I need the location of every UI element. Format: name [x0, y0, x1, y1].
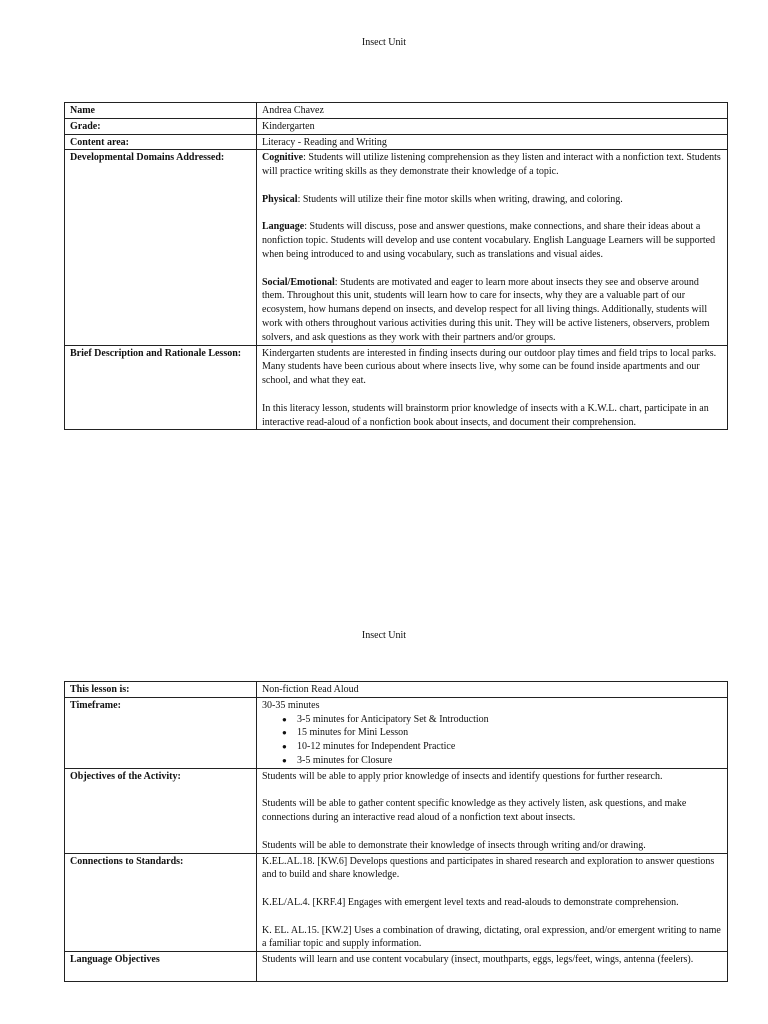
lesson-info-table	[64, 102, 728, 430]
page-header: Insect Unit	[361, 37, 407, 48]
standard-paragraph: K. EL. AL.15. [KW.2] Uses a combination of drawing, dictating, oral expression, and/or emergent writing to name a familiar topic and supply information.	[262, 924, 721, 950]
standard-paragraph: K.EL.AL.18. [KW.6] Develops questions and participates in shared research and exploration to answer questions and to build and share knowledge.	[262, 855, 715, 881]
domain-text: : Students will utilize their fine motor skills when writing, drawing, and coloring.	[297, 193, 623, 205]
list-item: ● 3-5 minutes for Closure	[262, 754, 722, 768]
language-objectives-label: Language Objectives	[65, 952, 257, 982]
domain-term: Cognitive	[262, 152, 304, 164]
domains-label: Developmental Domains Addressed:	[65, 150, 257, 345]
standard-paragraph: K.EL/AL.4. [KRF.4] Engages with emergent level texts and read-alouds to demonstrate comprehension.	[262, 896, 679, 908]
table-row	[65, 118, 728, 134]
objective-paragraph: Students will be able to apply prior knowledge of insects and identify questions for further research.	[262, 770, 663, 782]
name-value: Andrea Chavez	[257, 103, 728, 119]
table-row	[65, 768, 728, 853]
domain-text: : Students are motivated and eager to learn more about insects they see and observe around them. Throughout this unit, students will learn how to care for insects, why they are a valuable part of our ecosystem, how humans depend on insects, and develop respect for all living things. Additionally, students will work with others throughout various activities during this unit. They will be active listeners, observers, problem solvers, and ask questions as they work with their partners and/or groups.	[262, 276, 710, 343]
lesson-type-label: This lesson is:	[65, 682, 257, 698]
standards-label: Connections to Standards:	[65, 853, 257, 952]
content-area-value: Literacy - Reading and Writing	[257, 134, 728, 150]
objective-paragraph: Students will be able to demonstrate their knowledge of insects through writing and/or drawing.	[262, 839, 646, 851]
table-row	[65, 345, 728, 430]
grade-label: Grade:	[65, 118, 257, 134]
page-header: Insect Unit	[361, 630, 407, 641]
description-paragraph: In this literacy lesson, students will brainstorm prior knowledge of insects with a K.W.L. chart, participate in an interactive read-aloud of a nonfiction book about insects, and document their comprehension.	[262, 402, 709, 428]
domain-physical	[262, 193, 722, 207]
list-item: ● 10-12 minutes for Independent Practice	[262, 740, 722, 754]
timeframe-label: Timeframe:	[65, 697, 257, 768]
lesson-type-value: Non-fiction Read Aloud	[257, 682, 728, 698]
timeframe-total: 30-35 minutes	[262, 699, 320, 711]
table-row	[65, 853, 728, 952]
standards-value	[257, 853, 728, 952]
content-area-label: Content area:	[65, 134, 257, 150]
domain-term: Physical	[262, 193, 298, 205]
domains-value	[257, 150, 728, 345]
domain-term: Social/Emotional	[262, 276, 335, 288]
table-row	[65, 103, 728, 119]
domain-text: : Students will discuss, pose and answer questions, make connections, and share their ideas about a nonfiction topic. Students will develop and use content vocabulary. English Language Learners will be supported when being introduced to and using vocabulary, such as translations and visual aides.	[262, 221, 716, 260]
list-item: ● 15 minutes for Mini Lesson	[262, 726, 722, 740]
objectives-value	[257, 768, 728, 853]
domain-cognitive	[262, 151, 722, 179]
table-row	[65, 697, 728, 768]
grade-value: Kindergarten	[257, 118, 728, 134]
description-value	[257, 345, 728, 430]
table-row	[65, 952, 728, 982]
domain-social-emotional	[262, 276, 722, 345]
name-label: Name	[65, 103, 257, 119]
description-label: Brief Description and Rationale Lesson:	[65, 345, 257, 430]
domain-language	[262, 220, 722, 261]
timeframe-value	[257, 697, 728, 768]
lesson-plan-table	[64, 681, 728, 982]
table-row	[65, 150, 728, 345]
list-item: ● 3-5 minutes for Anticipatory Set & Introduction	[262, 713, 722, 727]
domain-term: Language	[262, 221, 305, 233]
language-objectives-value: Students will learn and use content vocabulary (insect, mouthparts, eggs, legs/feet, wings, antenna (feelers).	[257, 952, 728, 982]
objective-paragraph: Students will be able to gather content specific knowledge as they actively listen, ask questions, and make connections during an interactive read aloud of a nonfiction text about insects.	[262, 798, 687, 824]
domain-text: : Students will utilize listening comprehension as they listen and interact with a nonfiction text. Students will practice writing skills as they demonstrate their knowledge of a topic.	[262, 152, 721, 178]
table-row	[65, 134, 728, 150]
objectives-label: Objectives of the Activity:	[65, 768, 257, 853]
timeframe-list	[262, 713, 722, 768]
description-paragraph: Kindergarten students are interested in finding insects during our outdoor play times and field trips to local parks. Many students have been curious about where insects live, why some can be found inside apartments and our school, and what they eat.	[262, 347, 717, 387]
table-row	[65, 682, 728, 698]
